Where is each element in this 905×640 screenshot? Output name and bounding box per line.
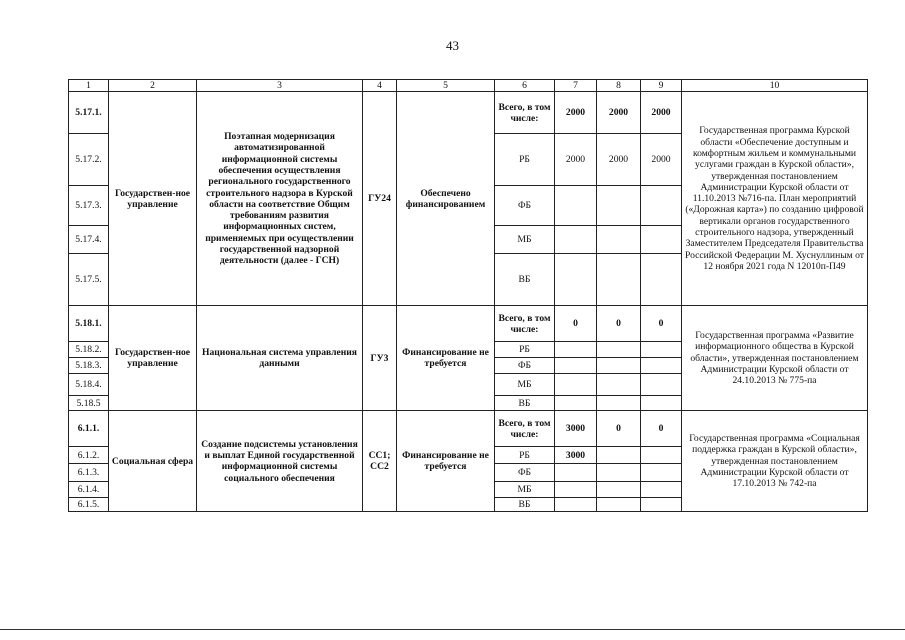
col-header: 5 (397, 80, 495, 92)
value-cell (597, 186, 641, 226)
table-row (69, 92, 868, 134)
value-cell: 0 (597, 306, 641, 342)
row-number: 5.17.1. (69, 92, 109, 134)
source-cell: ФБ (495, 464, 555, 482)
value-cell (555, 482, 597, 498)
source-cell: ФБ (495, 186, 555, 226)
value-cell (555, 186, 597, 226)
value-cell (641, 374, 682, 396)
value-cell (597, 254, 641, 306)
source-cell: МБ (495, 374, 555, 396)
source-cell: ВБ (495, 498, 555, 512)
code-cell: СС1; СС2 (363, 411, 397, 512)
value-cell: 3000 (555, 447, 597, 464)
col-header: 4 (363, 80, 397, 92)
value-cell (555, 226, 597, 254)
col-header: 8 (597, 80, 641, 92)
organization-cell: Социальная сфера (109, 411, 197, 512)
source-cell: Всего, в том числе: (495, 411, 555, 447)
source-cell: РБ (495, 342, 555, 358)
table-row (69, 411, 868, 447)
value-cell: 2000 (555, 134, 597, 186)
row-number: 5.17.4. (69, 226, 109, 254)
value-cell: 0 (641, 306, 682, 342)
organization-cell: Государствен-ное управление (109, 92, 197, 306)
source-cell: ФБ (495, 358, 555, 374)
value-cell (597, 226, 641, 254)
col-header: 10 (682, 80, 868, 92)
col-header: 2 (109, 80, 197, 92)
row-number: 6.1.4. (69, 482, 109, 498)
value-cell: 0 (555, 306, 597, 342)
row-number: 5.18.3. (69, 358, 109, 374)
value-cell (597, 396, 641, 411)
value-cell: 0 (641, 411, 682, 447)
row-number: 6.1.1. (69, 411, 109, 447)
page-edge-line (0, 629, 905, 630)
measure-cell: Создание подсистемы установления и выплат Единой государственной информационной системы социального обеспечения (197, 411, 363, 512)
value-cell (641, 254, 682, 306)
value-cell: 2000 (641, 134, 682, 186)
code-cell: ГУ24 (363, 92, 397, 306)
source-cell: МБ (495, 226, 555, 254)
value-cell (597, 342, 641, 358)
code-cell: ГУ3 (363, 306, 397, 411)
value-cell (597, 358, 641, 374)
table-row (69, 306, 868, 342)
value-cell (641, 226, 682, 254)
status-cell: Финансирование не требуется (397, 306, 495, 411)
measure-cell: Национальная система управления данными (197, 306, 363, 411)
measure-cell: Поэтапная модернизация автоматизированной информационной системы обеспечения осуществления регионального государственного строительного надзора в Курской области на соответствие Общим требованиям развития информационных систем, применяемых при осуществлении государственной надзорной деятельности (далее - ГСН) (197, 92, 363, 306)
value-cell: 2000 (641, 92, 682, 134)
basis-cell: Государственная программа «Развитие информационного общества в Курской области», утвержденная постановлением Администрации Курской области от 24.10.2013 № 775-па (682, 306, 868, 411)
value-cell (555, 342, 597, 358)
value-cell (555, 358, 597, 374)
row-number: 5.17.2. (69, 134, 109, 186)
row-number: 6.1.3. (69, 464, 109, 482)
value-cell: 2000 (597, 134, 641, 186)
col-header: 7 (555, 80, 597, 92)
value-cell (597, 447, 641, 464)
value-cell (641, 482, 682, 498)
value-cell (641, 358, 682, 374)
organization-cell: Государствен-ное управление (109, 306, 197, 411)
value-cell (555, 374, 597, 396)
source-cell: ВБ (495, 396, 555, 411)
col-header: 3 (197, 80, 363, 92)
basis-cell: Государственная программа Курской области «Обеспечение доступным и комфортным жильем и коммунальными услугами граждан в Курской области», утвержденная постановлением Администрации Курской области от 11.10.2013 №716-па. План мероприятий («Дорожная карта») по созданию цифровой вертикали органов государственного строительного надзора, утвержденный Заместителем Председателя Правительства Российской Федерации М. Хуснуллиным от 12 ноября 2021 года N 12010п-П49 (682, 92, 868, 306)
row-number: 6.1.2. (69, 447, 109, 464)
source-cell: РБ (495, 447, 555, 464)
row-number: 5.17.5. (69, 254, 109, 306)
value-cell (597, 374, 641, 396)
row-number: 5.18.4. (69, 374, 109, 396)
value-cell: 2000 (597, 92, 641, 134)
value-cell (641, 447, 682, 464)
value-cell (597, 482, 641, 498)
source-cell: МБ (495, 482, 555, 498)
source-cell: Всего, в том числе: (495, 92, 555, 134)
source-cell: ВБ (495, 254, 555, 306)
value-cell (641, 396, 682, 411)
source-cell: Всего, в том числе: (495, 306, 555, 342)
row-number: 6.1.5. (69, 498, 109, 512)
value-cell (597, 464, 641, 482)
row-number: 5.17.3. (69, 186, 109, 226)
value-cell (641, 186, 682, 226)
col-header: 9 (641, 80, 682, 92)
value-cell: 2000 (555, 92, 597, 134)
source-cell: РБ (495, 134, 555, 186)
basis-cell: Государственная программа «Социальная поддержка граждан в Курской области», утвержденная постановлением Администрации Курской области от 17.10.2013 № 742-па (682, 411, 868, 512)
value-cell (641, 464, 682, 482)
value-cell (597, 498, 641, 512)
value-cell (555, 498, 597, 512)
value-cell: 3000 (555, 411, 597, 447)
value-cell (641, 342, 682, 358)
value-cell (555, 396, 597, 411)
col-header: 6 (495, 80, 555, 92)
value-cell: 0 (597, 411, 641, 447)
row-number: 5.18.1. (69, 306, 109, 342)
funding-table (68, 79, 868, 512)
status-cell: Финансирование не требуется (397, 411, 495, 512)
value-cell (555, 464, 597, 482)
status-cell: Обеспечено финансированием (397, 92, 495, 306)
col-header: 1 (69, 80, 109, 92)
value-cell (641, 498, 682, 512)
page-number: 43 (446, 38, 459, 53)
header-row (69, 80, 868, 92)
row-number: 5.18.5 (69, 396, 109, 411)
value-cell (555, 254, 597, 306)
row-number: 5.18.2. (69, 342, 109, 358)
